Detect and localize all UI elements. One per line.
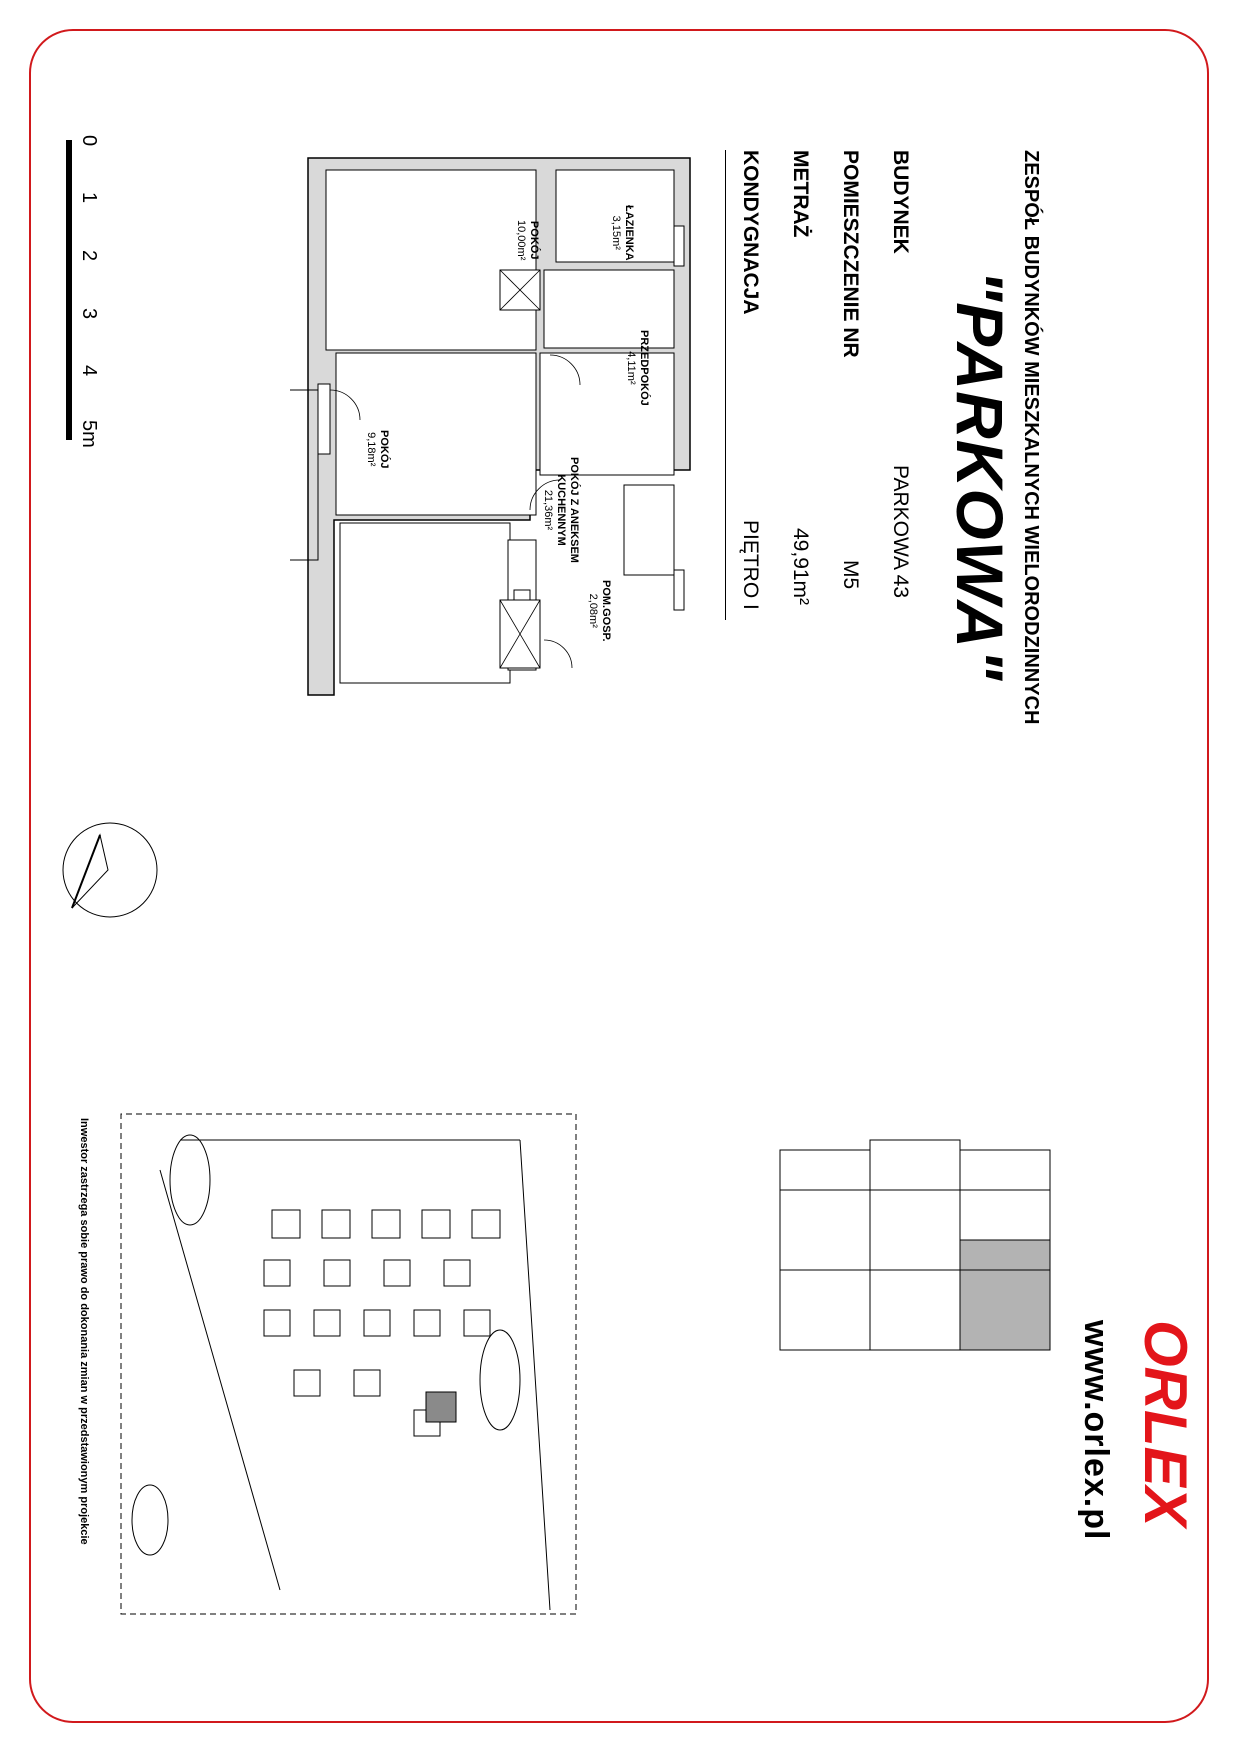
info-underline [725, 150, 726, 620]
room-label-bathroom: ŁAZIENKA 3,15m² [610, 205, 635, 261]
label-pomieszczenie: POMIESZCZENIE NR [839, 150, 862, 358]
scale-tick-5: 5m [78, 420, 100, 448]
disclaimer: Inwestor zastrzega sobie prawo do dokonania zmian w przedstawionym projekcie [78, 1118, 90, 1545]
scale-tick-3: 3 [78, 308, 100, 320]
building-key-plan [760, 1130, 1070, 1360]
value-kondygnacja: PIĘTRO I [739, 520, 762, 610]
website-url[interactable]: www.orlex.pl [1077, 1320, 1115, 1541]
value-budynek: PARKOWA 43 [889, 465, 912, 599]
complex-name: "PARKOWA" [943, 270, 1017, 682]
scale-tick-0: 0 [78, 135, 100, 147]
orlex-logo: ORLEX [1132, 1320, 1199, 1527]
value-metraz: 49,91m² [789, 528, 812, 606]
label-budynek: BUDYNEK [889, 150, 912, 254]
complex-title: ZESPÓŁ BUDYNKÓW MIESZKALNYCH WIELORODZINNYCH [1020, 150, 1042, 725]
apartment-floor-plan [290, 140, 710, 710]
scale-tick-4: 4 [78, 365, 100, 377]
room-label-hall: PRZEDPOKÓJ 4,11m² [625, 330, 650, 406]
room-label-living-kitchen: POKÓJ Z ANEKSEM KUCHENNYM 21,36m² [542, 457, 580, 563]
room-label-room-1: POKÓJ 10,00m² [515, 220, 540, 261]
label-metraz: METRAŻ [789, 150, 812, 238]
label-kondygnacja: KONDYGNACJA [739, 150, 762, 315]
north-arrow [60, 820, 160, 920]
scale-tick-2: 2 [78, 250, 100, 262]
value-pomieszczenie: M5 [839, 560, 862, 590]
scale-tick-1: 1 [78, 192, 100, 204]
room-label-room-2: POKÓJ 9,18m² [365, 430, 390, 469]
room-label-utility: POM.GOSP. 2,08m² [587, 580, 612, 642]
site-plan [100, 1110, 580, 1630]
